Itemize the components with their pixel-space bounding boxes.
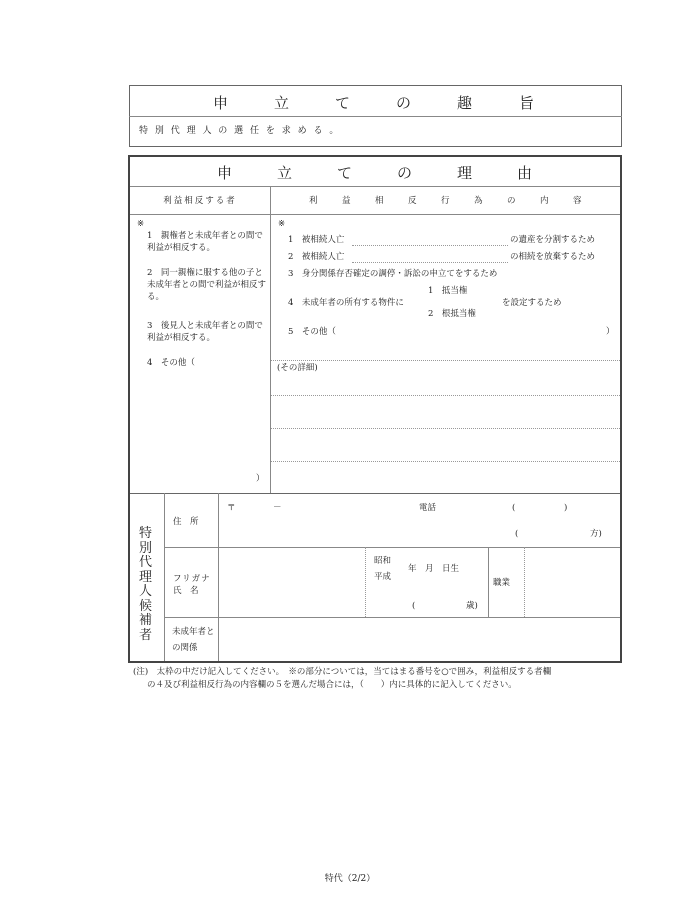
detail-top-line: [271, 360, 620, 361]
reason-title-char: 由: [517, 164, 533, 182]
care-of-close-paren: 方): [590, 529, 602, 539]
right-header-char: 益: [342, 196, 351, 206]
right-header-char: 反: [408, 196, 417, 206]
detail-line: [271, 461, 620, 462]
note-line-2: の４及び利益相反行為の内容欄の５を選んだ場合には，（ ）内に具体的に記入してください。: [147, 680, 517, 690]
name-label: 氏 名: [173, 586, 199, 596]
right-item-4-suffix: を設定するため: [502, 298, 562, 308]
occupation-dotted-divider: [524, 547, 525, 617]
left-item-4: 4 その他（: [147, 358, 195, 368]
right-item-4-option-1: 1 抵当権: [428, 286, 468, 296]
right-item-1-prefix: 1 被相続人亡: [288, 235, 345, 245]
page-footer: 特代（2/2）: [324, 874, 376, 884]
right-item-2-fill-line: [352, 262, 508, 263]
gist-title: [129, 92, 622, 112]
reason-title-divider: [130, 186, 620, 187]
reason-column-divider: [270, 186, 271, 493]
era-heisei: 平成: [374, 572, 392, 582]
gist-divider: [129, 116, 622, 117]
right-item-1-suffix: の遺産を分割するため: [510, 235, 596, 245]
gist-title-char: の: [396, 94, 412, 112]
relation-label: 未成年者との関係: [172, 627, 215, 653]
right-header-char: 内: [540, 196, 549, 206]
right-item-4-option-2: 2 根抵当権: [428, 309, 476, 319]
reason-title-char: て: [337, 164, 353, 182]
phone-close-paren: ): [564, 503, 568, 513]
gist-body: 特 別 代 理 人 の 選 任 を 求 め る 。: [139, 126, 341, 136]
reason-title-char: 申: [217, 164, 233, 182]
left-item-4-close: ）: [256, 474, 265, 484]
phone-open-paren: (: [512, 503, 516, 513]
left-item-1: 1 親権者と未成年者との間で利益が相反する。: [147, 231, 263, 253]
right-item-5-prefix: 5 その他（: [288, 327, 336, 337]
care-of-open-paren: (: [515, 529, 519, 539]
candidate-label-divider: [164, 493, 165, 661]
reason-title-char: の: [397, 164, 413, 182]
right-header-char: 行: [441, 196, 450, 206]
reason-header-divider: [130, 214, 620, 215]
right-item-5-close: ）: [606, 327, 615, 337]
dob-label: 年 月 日生: [408, 564, 460, 574]
right-header-char: の: [507, 196, 516, 206]
furigana-name-dotted-divider: [365, 547, 366, 617]
age-open-paren: (: [412, 601, 416, 611]
right-item-2-prefix: 2 被相続人亡: [288, 252, 345, 262]
right-item-4-prefix: 4 未成年者の所有する物件に: [288, 298, 404, 308]
right-header-char: 相: [375, 196, 384, 206]
postal-mark: 〒: [227, 503, 236, 513]
left-mark: ※: [137, 219, 145, 229]
right-item-1-fill-line: [352, 245, 508, 246]
detail-label: (その詳細): [277, 363, 318, 373]
right-item-2-suffix: の相続を放棄するため: [510, 252, 596, 262]
right-item-3: 3 身分関係存否確定の調停・訴訟の申立てをするため: [288, 269, 498, 279]
reason-title-char: 立: [277, 164, 293, 182]
left-column-header: 利益相反する者: [163, 196, 237, 206]
candidate-section-label: 特別代理人候補者: [139, 526, 153, 643]
postal-dash: －: [273, 503, 282, 513]
dob-occupation-divider: [488, 547, 489, 617]
era-showa: 昭和: [374, 556, 392, 566]
reason-title-char: 理: [457, 164, 473, 182]
address-label: 住 所: [173, 517, 199, 527]
right-mark: ※: [278, 219, 286, 229]
right-header-char: 為: [474, 196, 483, 206]
candidate-field-divider: [218, 493, 219, 661]
gist-title-char: 申: [213, 94, 229, 112]
detail-line: [271, 428, 620, 429]
name-row-divider: [164, 617, 620, 618]
right-header-char: 利: [309, 196, 318, 206]
right-column-header: [271, 195, 620, 207]
candidate-top-divider: [130, 493, 620, 494]
right-header-char: 容: [573, 196, 582, 206]
left-item-2: 2 同一親権に服する他の子と未成年者との間で利益が相反する。: [147, 268, 267, 302]
occupation-label: 職業: [493, 578, 511, 588]
furigana-label: フリガナ: [173, 574, 211, 584]
detail-line: [271, 395, 620, 396]
gist-title-char: 立: [274, 94, 290, 112]
left-item-3: 3 後見人と未成年者との間で利益が相反する。: [147, 321, 263, 343]
reason-title: [130, 162, 620, 182]
gist-title-char: 趣: [457, 94, 473, 112]
note-line-1: (注) 太枠の中だけ記入してください。 ※の部分については，当てはまる番号を○で囲み，利益相反する者欄: [133, 667, 552, 677]
gist-title-char: て: [335, 94, 351, 112]
age-close-paren: 歳): [466, 601, 478, 611]
address-row-divider: [164, 547, 620, 548]
phone-label: 電話: [419, 503, 437, 513]
gist-title-char: 旨: [519, 94, 535, 112]
